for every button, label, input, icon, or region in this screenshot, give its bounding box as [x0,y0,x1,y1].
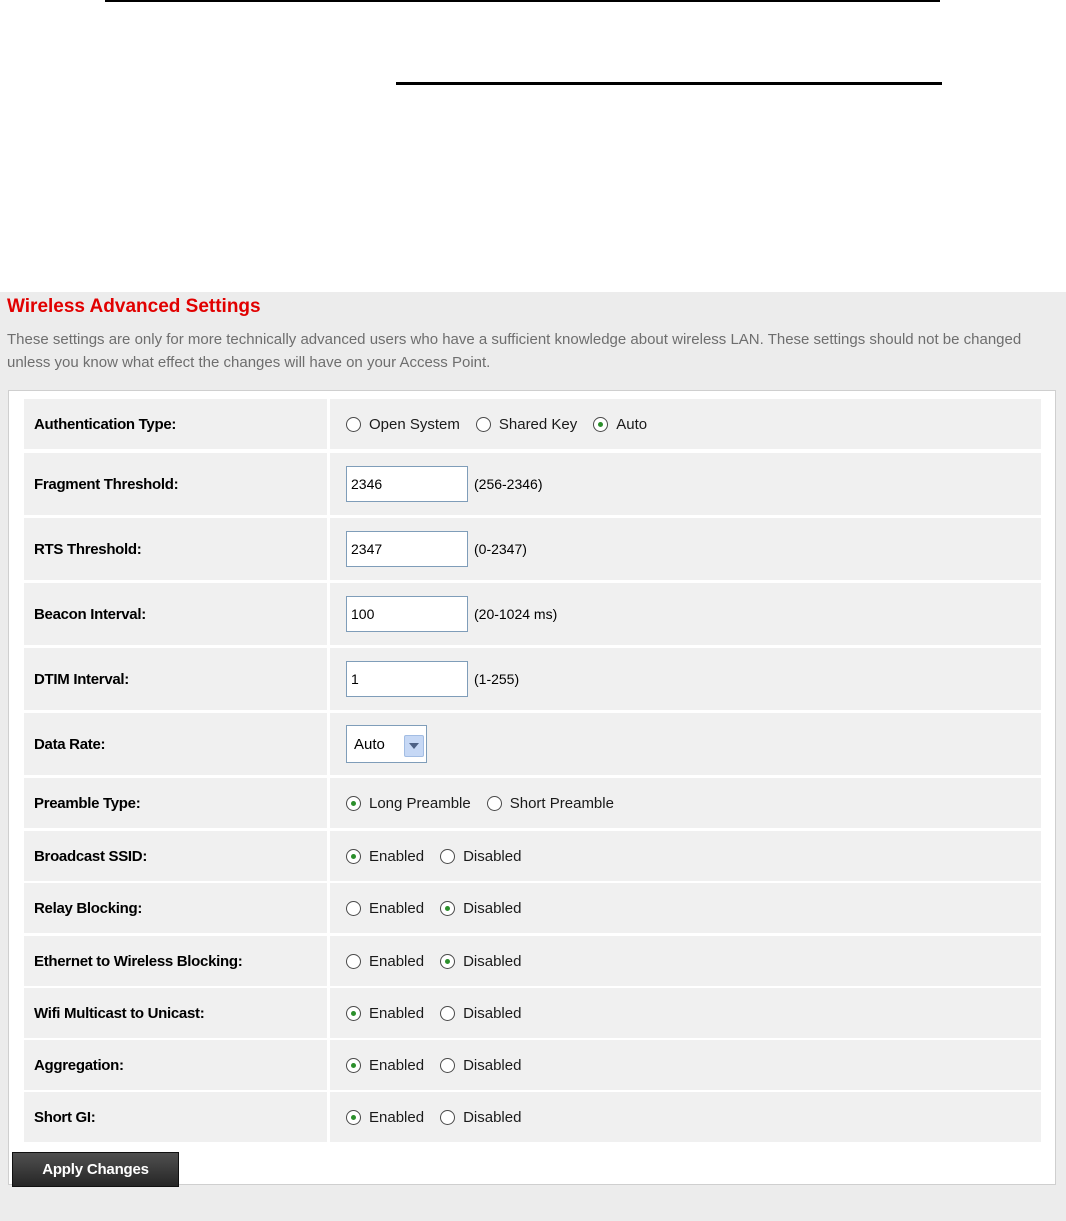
short-gi-radio-group [346,1109,537,1126]
eth-wireless-blocking-label: Ethernet to Wireless Blocking: [24,936,327,986]
row-rts-threshold [24,518,1041,580]
radio-button-icon[interactable] [346,1110,361,1125]
wifi-multicast-radio-group [346,1005,537,1022]
data-rate-selected-value: Auto [354,735,385,753]
broadcast-ssid-option-enabled[interactable] [346,848,424,865]
data-rate-select[interactable] [346,725,427,763]
radio-button-icon[interactable] [346,1058,361,1073]
broadcast-ssid-options [330,831,1041,881]
radio-button-icon[interactable] [440,1006,455,1021]
radio-option-label: Open System [369,415,460,433]
row-dtim-interval [24,648,1041,710]
radio-button-icon[interactable] [346,1006,361,1021]
radio-button-icon[interactable] [440,901,455,916]
top-divider-line [105,0,940,2]
row-data-rate [24,713,1041,775]
middle-divider-line [396,82,942,85]
radio-option-label: Disabled [463,952,522,970]
rts-threshold-input[interactable] [346,531,468,567]
radio-option-label: Disabled [463,899,522,917]
radio-option-label: Short Preamble [509,794,614,812]
page-description: These settings are only for more technically advanced users who have a sufficient knowledge about wireless LAN. These settings should not be changed unless you know what effect the changes will have on your Access Point. [7,331,1022,371]
radio-option-label: Long Preamble [369,794,471,812]
row-relay-blocking [24,883,1041,933]
preamble-type-label: Preamble Type: [24,778,327,828]
preamble-option-long-preamble[interactable] [346,795,471,812]
row-fragment-threshold [24,453,1041,515]
aggregation-options [330,1040,1041,1090]
radio-button-icon[interactable] [346,954,361,969]
eth-wireless-blocking-option-enabled[interactable] [346,953,424,970]
broadcast-ssid-option-disabled[interactable] [440,848,521,865]
fragment-threshold-input[interactable] [346,466,468,502]
rts-threshold-label: RTS Threshold: [24,518,327,580]
fragment-threshold-hint: (256-2346) [474,476,543,492]
radio-button-icon[interactable] [440,954,455,969]
auth-type-option-auto[interactable] [593,416,647,433]
beacon-interval-value [330,583,1041,645]
row-aggregation [24,1040,1041,1090]
auth-type-option-open-system[interactable] [346,416,460,433]
radio-button-icon[interactable] [440,1110,455,1125]
short-gi-label: Short GI: [24,1092,327,1142]
radio-option-label: Enabled [369,847,425,865]
radio-option-label: Enabled [369,1056,425,1074]
relay-blocking-options [330,883,1041,933]
short-gi-option-enabled[interactable] [346,1109,424,1126]
radio-button-icon[interactable] [476,417,491,432]
row-ethernet-wireless-blocking [24,936,1041,986]
relay-blocking-label: Relay Blocking: [24,883,327,933]
beacon-interval-input[interactable] [346,596,468,632]
radio-option-label: Auto [616,415,648,433]
radio-button-icon[interactable] [440,1058,455,1073]
fragment-threshold-value [330,453,1041,515]
dtim-interval-label: DTIM Interval: [24,648,327,710]
apply-changes-button[interactable]: Apply Changes [12,1152,179,1187]
short-gi-options [330,1092,1041,1142]
wifi-multicast-options [330,988,1041,1038]
rts-threshold-hint: (0-2347) [474,541,527,557]
rts-threshold-value [330,518,1041,580]
wifi-multicast-option-disabled[interactable] [440,1005,521,1022]
radio-button-icon[interactable] [593,417,608,432]
radio-option-label: Disabled [463,1056,522,1074]
dtim-interval-hint: (1-255) [474,671,520,687]
auth-type-label: Authentication Type: [24,399,327,449]
settings-form [8,390,1056,1185]
eth-wireless-blocking-option-disabled[interactable] [440,953,521,970]
row-preamble-type [24,778,1041,828]
fragment-threshold-label: Fragment Threshold: [24,453,327,515]
auth-type-option-shared-key[interactable] [476,416,577,433]
preamble-type-options [330,778,1041,828]
radio-option-label: Disabled [463,1004,522,1022]
settings-panel [0,292,1066,1221]
aggregation-label: Aggregation: [24,1040,327,1090]
radio-option-label: Enabled [369,1108,425,1126]
broadcast-ssid-radio-group [346,848,537,865]
short-gi-option-disabled[interactable] [440,1109,521,1126]
row-beacon-interval [24,583,1041,645]
eth-wireless-blocking-options [330,936,1041,986]
radio-button-icon[interactable] [346,796,361,811]
relay-blocking-radio-group [346,900,537,917]
dtim-interval-input[interactable] [346,661,468,697]
beacon-interval-hint: (20-1024 ms) [474,606,558,622]
radio-button-icon[interactable] [440,849,455,864]
radio-button-icon[interactable] [346,417,361,432]
relay-blocking-option-enabled[interactable] [346,900,424,917]
radio-option-label: Shared Key [498,415,578,433]
aggregation-radio-group [346,1057,537,1074]
eth-wireless-blocking-radio-group [346,953,537,970]
radio-button-icon[interactable] [487,796,502,811]
broadcast-ssid-label: Broadcast SSID: [24,831,327,881]
radio-button-icon[interactable] [346,901,361,916]
aggregation-option-enabled[interactable] [346,1057,424,1074]
radio-option-label: Disabled [463,847,522,865]
radio-option-label: Enabled [369,1004,425,1022]
wifi-multicast-option-enabled[interactable] [346,1005,424,1022]
relay-blocking-option-disabled[interactable] [440,900,521,917]
preamble-radio-group [346,795,630,812]
page-title: Wireless Advanced Settings [7,296,261,317]
preamble-option-short-preamble[interactable] [487,795,614,812]
row-wifi-multicast [24,988,1041,1038]
data-rate-value [330,713,1041,775]
row-short-gi [24,1092,1041,1142]
dtim-interval-value [330,648,1041,710]
radio-button-icon[interactable] [346,849,361,864]
radio-option-label: Disabled [463,1108,522,1126]
row-broadcast-ssid [24,831,1041,881]
auth-type-options [330,399,1041,449]
radio-option-label: Enabled [369,952,425,970]
wifi-multicast-label: Wifi Multicast to Unicast: [24,988,327,1038]
data-rate-label: Data Rate: [24,713,327,775]
row-authentication-type [24,399,1041,449]
chevron-down-icon[interactable] [404,735,424,757]
aggregation-option-disabled[interactable] [440,1057,521,1074]
radio-option-label: Enabled [369,899,425,917]
beacon-interval-label: Beacon Interval: [24,583,327,645]
auth-type-radio-group [346,416,663,433]
